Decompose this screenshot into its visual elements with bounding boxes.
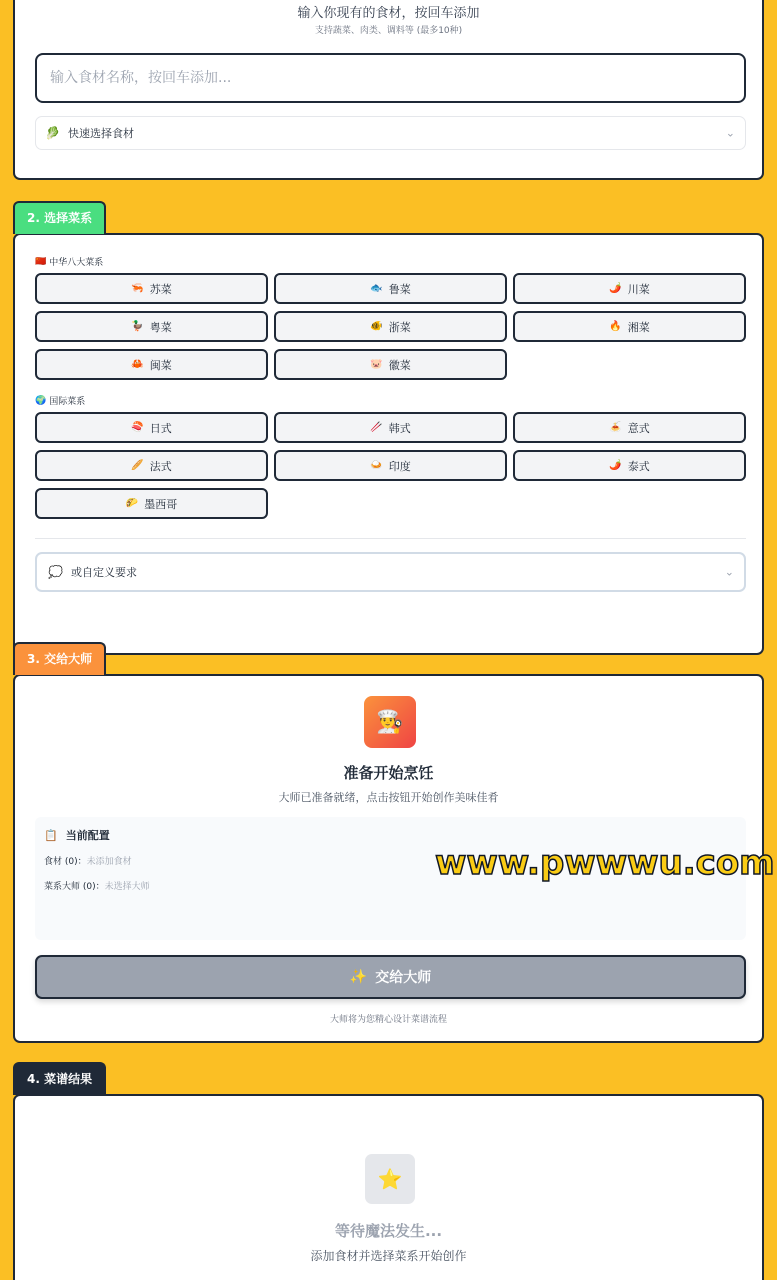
chopsticks-icon: 🥢 [370, 422, 383, 433]
speech-bubble-icon: 💭 [48, 565, 63, 579]
cuisine-btn-lu[interactable] [274, 273, 507, 304]
cuisine-label: 徽菜 [388, 358, 411, 372]
sparkles-icon: ✨ [349, 969, 368, 985]
international-cuisine-label [35, 394, 85, 407]
chinese-cuisine-label [35, 255, 103, 268]
pig-icon: 🐷 [370, 359, 383, 370]
config-ingredients-value: 未添加食材 [86, 857, 132, 867]
cuisine-label: 印度 [388, 459, 411, 473]
cuisine-btn-yue[interactable] [35, 311, 268, 342]
cuisine-label: 川菜 [627, 282, 650, 296]
cuisine-label: 鲁菜 [388, 282, 411, 296]
cuisine-btn-hui[interactable] [274, 349, 507, 380]
cuisine-btn-xiang[interactable] [513, 311, 746, 342]
custom-requirement-label: 或自定义要求 [70, 566, 137, 579]
cuisine-label: 粤菜 [149, 320, 172, 334]
pasta-icon: 🍝 [609, 422, 622, 433]
waiting-title: 等待魔法发生... [334, 1222, 443, 1240]
chili-icon: 🌶️ [609, 460, 622, 471]
config-ingredients-label: 食材 (0)： [44, 857, 87, 867]
config-cuisine-row [44, 879, 150, 892]
international-cuisine-text: 国际菜系 [49, 397, 86, 407]
master-note: 大师将为您精心设计菜谱流程 [329, 1015, 447, 1025]
cuisine-label: 意式 [627, 421, 650, 435]
cuisine-btn-italian[interactable] [513, 412, 746, 443]
china-flag-icon: 🇨🇳 [35, 256, 47, 267]
duck-icon: 🦆 [131, 321, 144, 332]
config-title-text: 当前配置 [65, 829, 110, 842]
ingredient-input[interactable] [35, 53, 746, 103]
ready-subtitle: 大师已准备就绪，点击按钮开始创作美味佳肴 [278, 791, 499, 804]
cuisine-btn-chuan[interactable] [513, 273, 746, 304]
fish-icon: 🐟 [370, 283, 383, 294]
crab-icon: 🦀 [131, 359, 144, 370]
leaf-icon: 🥬 [45, 126, 60, 140]
ingredients-subtitle: 支持蔬菜、肉类、调料等 (最多10种) [314, 26, 463, 36]
custom-requirement-dropdown[interactable] [35, 552, 746, 592]
divider [35, 538, 746, 539]
tab-hand-to-master: 3. 交给大师 [13, 642, 106, 675]
cuisine-label: 韩式 [388, 421, 411, 435]
quick-select-label: 快速选择食材 [67, 127, 134, 140]
cuisine-btn-indian[interactable] [274, 450, 507, 481]
cuisine-label: 法式 [149, 459, 172, 473]
chevron-down-icon: ⌄ [724, 565, 734, 579]
cuisine-label: 苏菜 [149, 282, 172, 296]
chinese-cuisine-text: 中华八大菜系 [49, 258, 104, 268]
master-card [13, 674, 775, 1043]
hand-to-master-label: 交给大师 [375, 970, 432, 986]
cuisine-label: 浙菜 [388, 320, 411, 334]
config-title [44, 827, 110, 843]
shrimp-icon: 🦐 [131, 283, 144, 294]
cuisine-btn-su[interactable] [35, 273, 268, 304]
watermark: www.pwwwu.com [435, 843, 775, 883]
config-cuisine-value: 未选择大师 [104, 882, 150, 892]
tab-select-cuisine: 2. 选择菜系 [13, 201, 106, 234]
tab-recipe-result: 4. 菜谱结果 [13, 1062, 106, 1095]
ready-title: 准备开始烹饪 [343, 764, 434, 782]
cuisine-btn-korean[interactable] [274, 412, 507, 443]
chinese-cuisine-grid [35, 273, 746, 380]
cuisine-btn-zhe[interactable] [274, 311, 507, 342]
cuisine-btn-mexican[interactable] [35, 488, 268, 519]
cuisine-label: 泰式 [627, 459, 650, 473]
current-config-panel [35, 817, 775, 940]
cuisine-btn-min[interactable] [35, 349, 268, 380]
globe-icon: 🌍 [35, 395, 47, 406]
taco-icon: 🌮 [125, 498, 139, 509]
cuisine-card [13, 233, 764, 655]
cuisine-label: 闽菜 [149, 358, 172, 372]
waiting-subtitle: 添加食材并选择菜系开始创作 [310, 1249, 467, 1263]
chef-icon: 👨‍🍳 [364, 696, 416, 748]
tropical-fish-icon: 🐠 [370, 321, 383, 332]
fire-icon: 🔥 [609, 321, 622, 332]
chevron-down-icon: ⌄ [725, 126, 735, 140]
cuisine-label: 日式 [149, 421, 172, 435]
config-ingredients-row [44, 854, 132, 867]
international-cuisine-grid [35, 412, 746, 519]
hand-to-master-button[interactable] [35, 955, 746, 999]
ingredients-card [13, 0, 764, 180]
cuisine-label: 墨西哥 [144, 497, 178, 511]
cuisine-btn-french[interactable] [35, 450, 268, 481]
result-card [13, 1094, 764, 1280]
sushi-icon: 🍣 [131, 422, 144, 433]
ingredients-title: 输入你现有的食材，按回车添加 [297, 6, 480, 21]
chili-icon: 🌶️ [609, 283, 622, 294]
cuisine-label: 湘菜 [627, 320, 650, 334]
cuisine-btn-japanese[interactable] [35, 412, 268, 443]
config-cuisine-label: 菜系大师 (0)： [44, 882, 105, 892]
cuisine-btn-thai[interactable] [513, 450, 746, 481]
curry-icon: 🍛 [370, 460, 383, 471]
clipboard-icon: 📋 [44, 828, 58, 842]
baguette-icon: 🥖 [131, 460, 144, 471]
star-icon: ⭐ [365, 1154, 415, 1204]
quick-select-dropdown[interactable] [35, 116, 746, 150]
